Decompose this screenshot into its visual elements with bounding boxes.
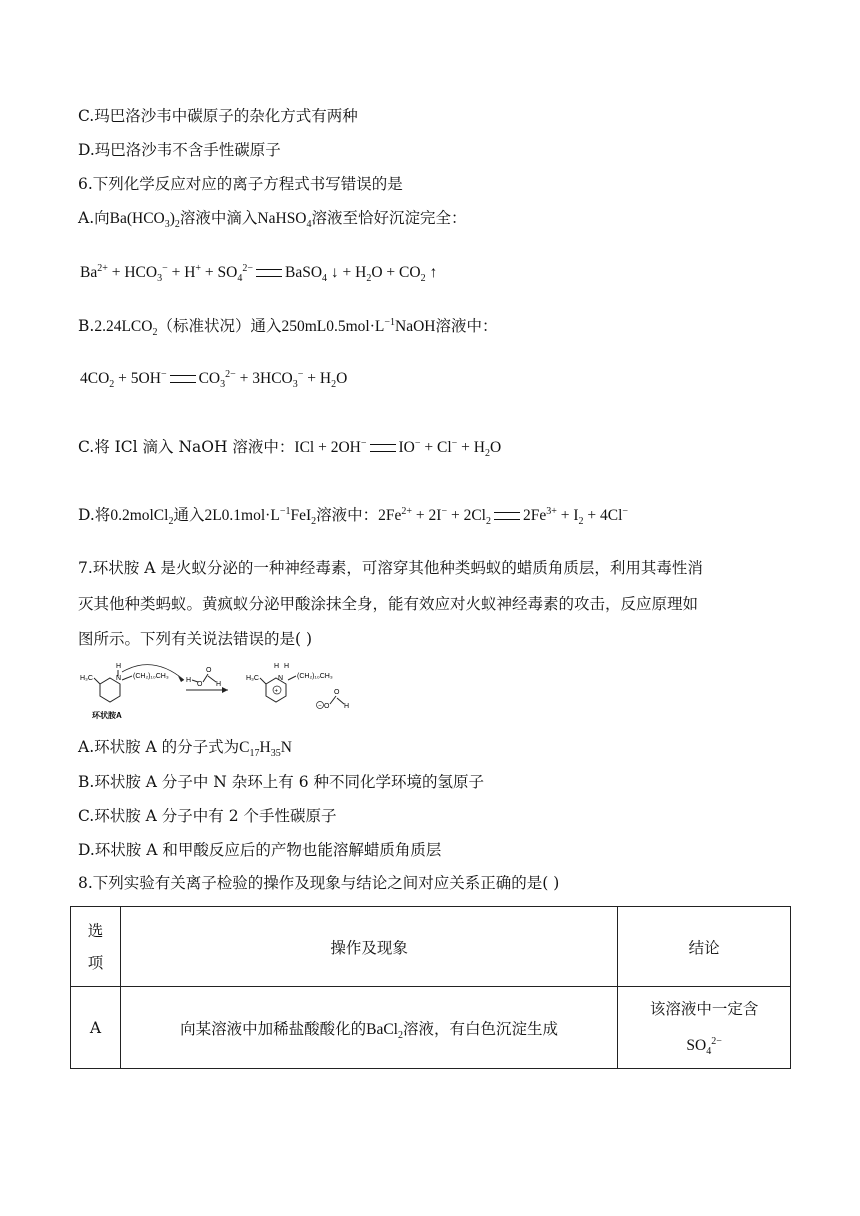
q7-stem-line-3: 图所示。下列有关说法错误的是( )	[78, 630, 313, 648]
svg-text:+: +	[274, 688, 279, 695]
svg-text:H: H	[216, 681, 222, 688]
svg-text:O: O	[324, 703, 330, 710]
q8-options-table	[70, 906, 791, 1069]
q5-option-c: C.玛巴洛沙韦中碳原子的杂化方式有两种	[78, 107, 358, 125]
q6-a-suffix: 溶液至恰好沉淀完全：	[311, 209, 467, 227]
q6-option-c: C.将 ICl 滴入 NaOH 溶液中：ICl + 2OH− $IO^- + Cl^- + H_2O$	[78, 437, 502, 460]
row-a-op-suffix: 溶液，有白色沉淀生成	[403, 1019, 559, 1038]
row-a-op-prefix: 向某溶液中加稀盐酸酸化的	[180, 1019, 367, 1038]
q6-d-mid1: 通入	[173, 506, 205, 524]
reaction-scheme-image	[78, 660, 378, 722]
q6-equation-b: $4CO_2 + 5OH^-$ $CO_3^{2-} + 3HCO_3^- + H_2O$	[80, 368, 348, 391]
header-conclusion: 结论	[618, 907, 791, 987]
svg-text:(CH₂)₁₀CH₃: (CH₂)₁₀CH₃	[297, 673, 333, 680]
svg-text:H: H	[274, 663, 280, 670]
q6-stem: 6.下列化学反应对应的离子方程式书写错误的是	[78, 175, 403, 193]
q6-option-d: D.将0.2molCl$_2$通入$2L0.1mol\cdot L^{-1}FeI_2$溶液中：$2Fe^{2+} + 2I^- + 2Cl_2$ $2Fe^{3+} + I_2 + 4Cl^-$	[78, 505, 629, 528]
svg-text:H: H	[344, 703, 350, 710]
svg-text:(CH₂)₁₀CH₃: (CH₂)₁₀CH₃	[133, 673, 169, 680]
q7-option-a: A.环状胺 A 的分子式为$C_{17}H_{35}N$	[78, 738, 292, 760]
q6-a-mid: 溶液中滴入	[179, 209, 258, 227]
q7-option-b: B.环状胺 A 分子中 N 杂环上有 6 种不同化学环境的氢原子	[78, 773, 484, 791]
q6-d-mid2: 溶液中：	[316, 506, 379, 524]
header-option-1: 选	[87, 921, 104, 940]
q7-stem-line-2: 灭其他种类蚂蚁。黄疯蚁分泌甲酸涂抹全身，能有效应对火蚁神经毒素的攻击，反应原理如	[78, 595, 699, 613]
svg-text:H: H	[186, 677, 192, 684]
q7-a-prefix: A.环状胺 A 的分子式为	[78, 738, 240, 756]
svg-text:O: O	[206, 667, 212, 674]
svg-text:N: N	[278, 675, 284, 682]
q7-option-c: C.环状胺 A 分子中有 2 个手性碳原子	[78, 807, 337, 825]
q6-b-suffix: 溶液中：	[435, 317, 498, 335]
row-a-conclusion: 该溶液中一定含 $SO_4^{2-}$	[618, 987, 791, 1069]
header-operation: 操作及现象	[120, 907, 617, 987]
svg-text:N: N	[116, 675, 122, 682]
row-a-option: A	[71, 987, 121, 1069]
svg-text:H₃C: H₃C	[246, 675, 259, 682]
header-option-2: 项	[87, 953, 104, 972]
scheme-label: 环状胺A	[92, 711, 122, 720]
q7-stem-line-1: 7.环状胺 A 是火蚁分泌的一种神经毒素，可溶穿其他种类蚂蚁的蜡质角质层，利用其毒性消	[78, 559, 703, 577]
q6-b-mid: （标准状况）通入	[157, 317, 282, 335]
table-header-row	[71, 907, 791, 987]
q6-d-prefix: D.将	[78, 506, 111, 524]
q6-b-prefix: B.	[78, 317, 95, 335]
svg-text:O: O	[197, 681, 203, 688]
header-option	[71, 907, 121, 987]
q6-c-text: C.将 ICl 滴入 NaOH 溶液中：	[78, 438, 295, 456]
q7-option-d: D.环状胺 A 和甲酸反应后的产物也能溶解蜡质角质层	[78, 841, 442, 859]
q6-a-prefix: A.向	[78, 209, 110, 227]
row-a-conclusion-line1: 该溶液中一定含	[649, 1000, 759, 1018]
q8-stem: 8.下列实验有关离子检验的操作及现象与结论之间对应关系正确的是( )	[78, 874, 560, 892]
svg-text:H₃C: H₃C	[80, 675, 93, 682]
svg-text:H: H	[116, 663, 122, 670]
q5-option-d: D.玛巴洛沙韦不含手性碳原子	[78, 141, 281, 159]
table-row	[71, 987, 791, 1069]
q6-equation-a: $Ba^{2+} + HCO_3^- + H^+ + SO_4^{2-}$ BaSO$_4$ ↓ + $H_2O + CO_2$ ↑	[80, 262, 438, 285]
svg-text:−: −	[318, 703, 322, 710]
row-a-operation: 向某溶液中加稀盐酸酸化的BaCl$_2$溶液，有白色沉淀生成	[120, 987, 617, 1069]
q6-option-b: $B.2.24LCO_2$（标准状况）通入$250mL0.5mol\cdot L^{-1}NaOH$溶液中：	[78, 316, 498, 339]
svg-text:H: H	[284, 663, 290, 670]
q6-option-a: A.向$Ba(HCO_3)_2$溶液中滴入NaHSO$_4$溶液至恰好沉淀完全：	[78, 209, 467, 231]
svg-text:O: O	[334, 689, 340, 696]
